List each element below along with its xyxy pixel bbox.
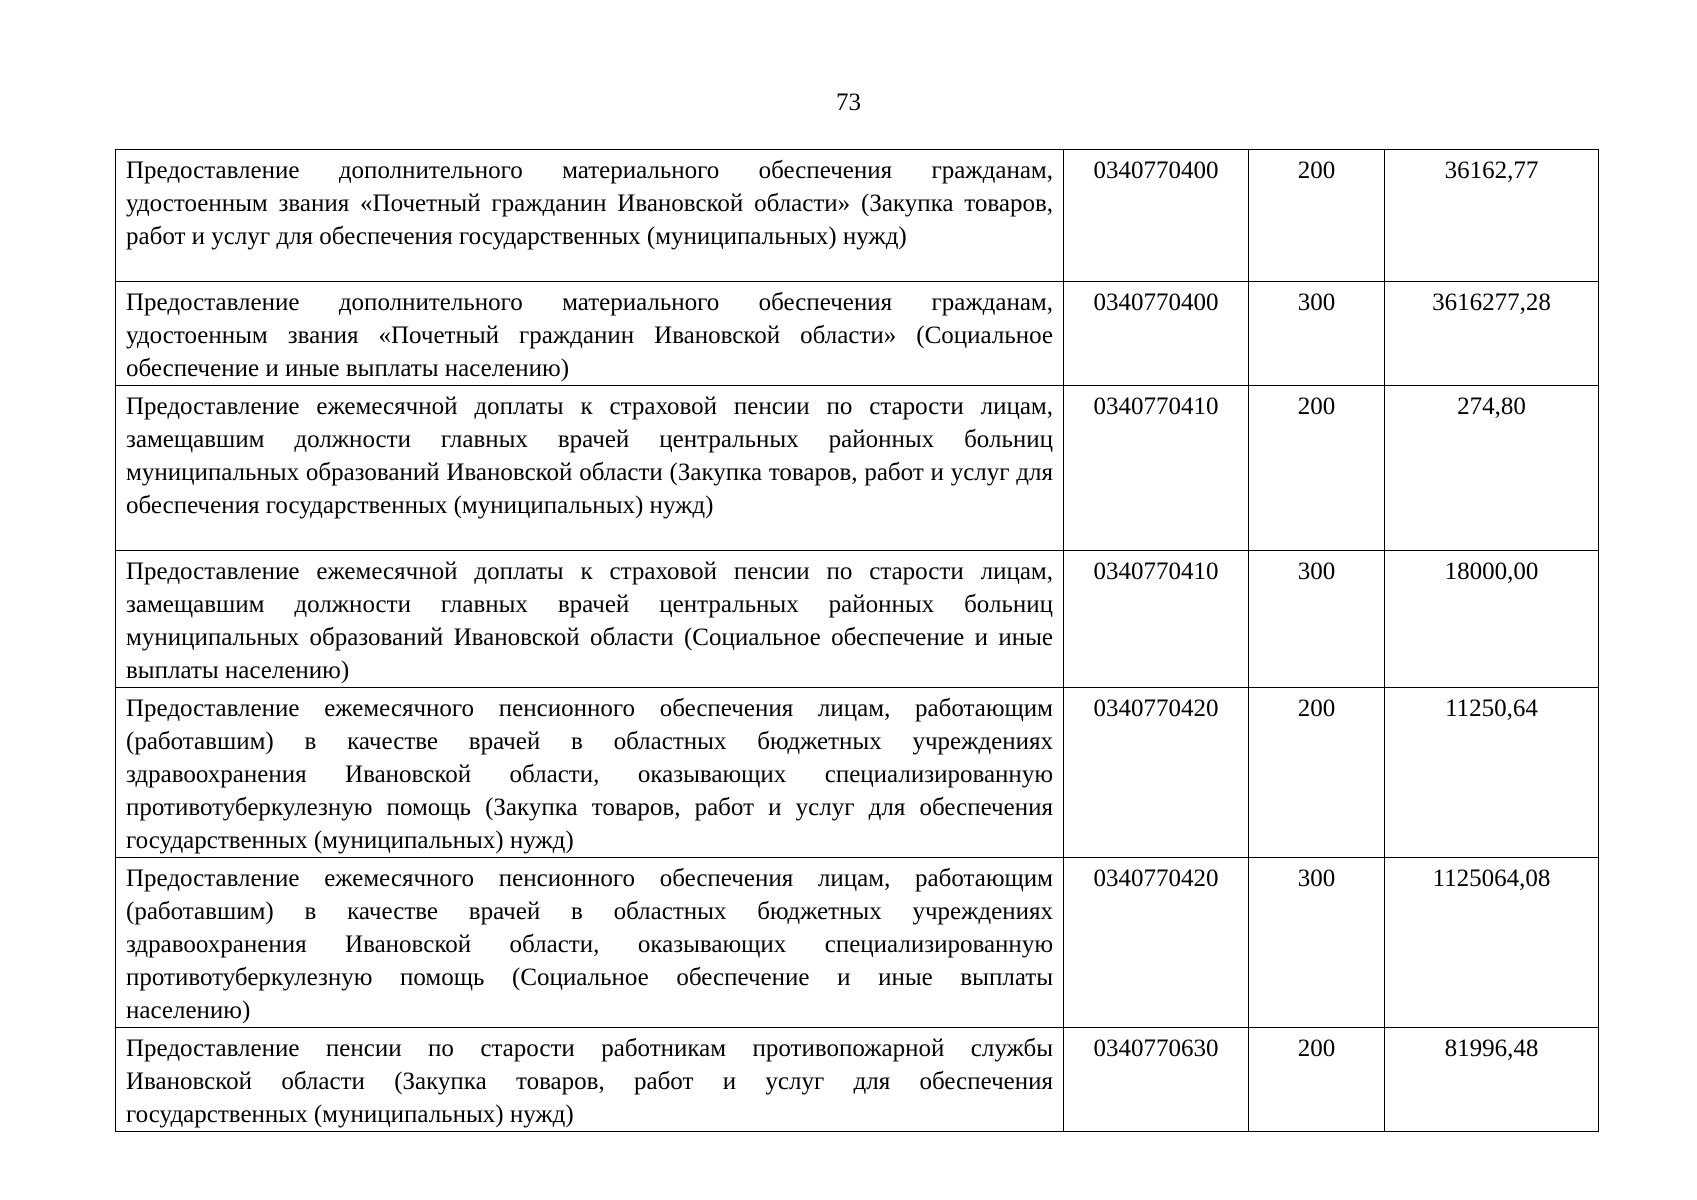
row-target-code: 0340770400 [1064,150,1249,282]
budget-table [115,149,1599,1132]
row-expense-type: 200 [1249,150,1385,282]
row-target-code: 0340770410 [1064,551,1249,688]
row-amount: 81996,48 [1385,1028,1599,1132]
row-description: Предоставление ежемесячного пенсионного обеспечения лицам, работающим (работавшим) в качестве врачей в областных бюджетных учреждениях здравоохранения Ивановской области, оказывающих специализированную противотуберкулезную помощь (Социальное обеспечение и иные выплаты населению) [116,858,1064,1028]
row-description: Предоставление дополнительного материального обеспечения гражданам, удостоенным звания «Почетный гражданин Ивановской области» (Закупка товаров, работ и услуг для обеспечения государственных (муниципальных) нужд) [116,150,1064,282]
row-description: Предоставление ежемесячной доплаты к страховой пенсии по старости лицам, замещавшим должности главных врачей центральных районных больниц муниципальных образований Ивановской области (Социальное обеспечение и иные выплаты населению) [116,551,1064,688]
row-amount: 11250,64 [1385,688,1599,858]
table-row [116,1028,1599,1132]
row-target-code: 0340770420 [1064,688,1249,858]
row-target-code: 0340770630 [1064,1028,1249,1132]
row-description: Предоставление дополнительного материального обеспечения гражданам, удостоенным звания «Почетный гражданин Ивановской области» (Социальное обеспечение и иные выплаты населению) [116,282,1064,386]
row-expense-type: 300 [1249,858,1385,1028]
row-amount: 1125064,08 [1385,858,1599,1028]
row-amount: 3616277,28 [1385,282,1599,386]
row-amount: 274,80 [1385,386,1599,551]
row-description: Предоставление ежемесячной доплаты к страховой пенсии по старости лицам, замещавшим должности главных врачей центральных районных больниц муниципальных образований Ивановской области (Закупка товаров, работ и услуг для обеспечения государственных (муниципальных) нужд) [116,386,1064,551]
row-description: Предоставление ежемесячного пенсионного обеспечения лицам, работающим (работавшим) в качестве врачей в областных бюджетных учреждениях здравоохранения Ивановской области, оказывающих специализированную противотуберкулезную помощь (Закупка товаров, работ и услуг для обеспечения государственных (муниципальных) нужд) [116,688,1064,858]
table-row [116,551,1599,688]
row-expense-type: 200 [1249,386,1385,551]
page-number: 73 [836,89,861,116]
row-expense-type: 200 [1249,688,1385,858]
row-amount: 18000,00 [1385,551,1599,688]
table-row [116,858,1599,1028]
table-row [116,386,1599,551]
row-expense-type: 300 [1249,282,1385,386]
row-expense-type: 200 [1249,1028,1385,1132]
table-row [116,688,1599,858]
row-expense-type: 300 [1249,551,1385,688]
row-target-code: 0340770400 [1064,282,1249,386]
row-target-code: 0340770410 [1064,386,1249,551]
table-row [116,150,1599,282]
table-row [116,282,1599,386]
row-target-code: 0340770420 [1064,858,1249,1028]
row-amount: 36162,77 [1385,150,1599,282]
row-description: Предоставление пенсии по старости работникам противопожарной службы Ивановской области (Закупка товаров, работ и услуг для обеспечения государственных (муниципальных) нужд) [116,1028,1064,1132]
